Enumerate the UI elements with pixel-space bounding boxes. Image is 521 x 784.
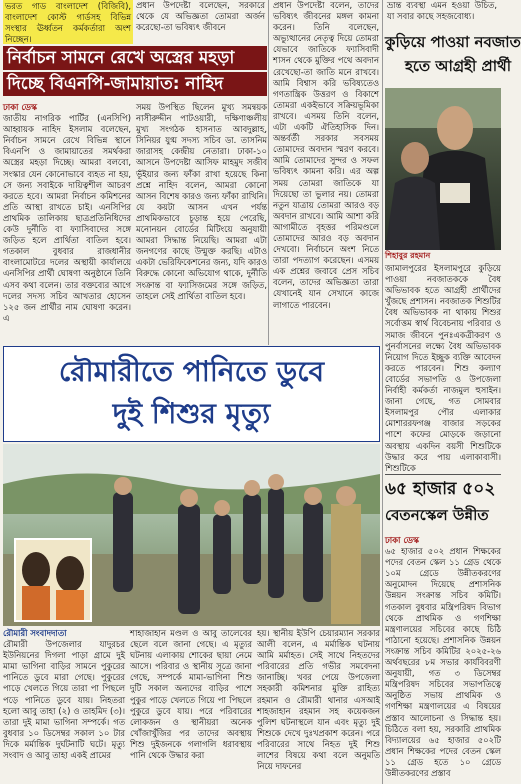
right-headline	[385, 30, 521, 84]
top-middle-snippet	[133, 0, 268, 44]
salary-headline	[385, 474, 501, 535]
salary-headline-line2: বেতনস্কেল উন্নীত	[385, 506, 489, 524]
nahid-col2-text: সময় উপস্থিত ছিলেন মুখ্য সমন্বয়ক নাসীরুদ্দীন পাটওয়ারী, দক্ষিণাঞ্চলীয় মুখ্য সংগঠক হাসনাত আবদুল্লাহ, সিনিয়র যুগ্ম সদস্য সচিব ডা. তাসনিম জারাসহ কেন্দ্রীয় নেতারা। ঢাকা-১০ আসনে উপদেষ্টা আসিফ মাহমুদ সজীব ভূঁইয়ার জন্য ফাঁকা রাখা হয়েছে কিনা প্রশ্নে নাহিদ বলেন, আমরা কোনো আসন বিশেষ কারও জন্য ফাঁকা রাখিনি। যে কয়টা আসন এখন পর্যন্ত প্রাথমিকভাবে চূড়ান্ত হয়ে পেরেছি, মনোনয়ন বোর্ডের মিটিংয়ে অনুযায়ী আমরা সিদ্ধান্ত নিয়েছি। আমরা এটা জনগণের কাছে উন্মুক্ত করছি। এটাও একটা ভেরিফিকেশনের জন্য, যদি কারও বিরুদ্ধে কোনো অভিযোগ থাকে, দুর্নীতি সংক্রান্ত বা ফ্যাসিজমের সঙ্গে জড়িত, তাহলে সেই প্রার্থিতা বাতিল হবে।	[136, 102, 267, 301]
salary-text: ৬৫ হাজার ৫০২ প্রধান শিক্ষকের পদের বেতন স্কেল ১১ গ্রেড থেকে ১০ম গ্রেডে উন্নীতকরণের অনুমোদন দিয়েছে প্রশাসনিক উন্নয়ন সংক্রান্ত সচিব কমিটি। গতকাল বুধবার মন্ত্রিপরিষদ বিভাগ থেকে প্রাথমিক ও গণশিক্ষা মন্ত্রণালয়ের সচিবের কাছে চিঠি পাঠানো হয়েছে। প্রশাসনিক উন্নয়ন সংক্রান্ত সচিব কমিটির ২০২৫-২৬ অর্থবছরের ৮ম সভার কার্যবিবরণী অনুযায়ী, গত ৩ ডিসেম্বর মন্ত্রিপরিষদ সচিবের সভাপতিত্বে অনুষ্ঠিত সভায় প্রাথমিক ও গণশিক্ষা মন্ত্রণালয়ের এ বিষয়ের প্রস্তাব আলোচনা ও সিদ্ধান্ত হয়। চিঠিতে বলা হয়, সরকারি প্রাথমিক বিদ্যালয়ের ৬৫ হাজার ৫০২টি প্রধান শিক্ষকের পদের বেতন স্কেল ১১ গ্রেড হতে ১০ গ্রেডে উন্নীতকরণের প্রস্তাব	[385, 546, 501, 778]
children-inset-illustration	[16, 540, 90, 620]
drown-article-col1	[3, 628, 125, 784]
column-divider-right	[382, 0, 383, 784]
drown-article-col2	[130, 628, 252, 784]
right-article	[385, 263, 501, 471]
top-right-column	[271, 0, 381, 345]
nahid-headline-line1: নির্বাচন সামনে রেখে অস্ত্রের মহড়া	[3, 46, 267, 70]
drown-headline-line1: রৌমারীতে পানিতে ডুবে	[58, 355, 325, 388]
drown-headline	[3, 346, 380, 442]
right-byline-text: শিহাবুর রহমান	[385, 251, 431, 260]
baby-photo	[385, 88, 501, 250]
top-middle-text: প্রধান উপদেষ্টা বলেছেন, সরকারে থেকে যে অভিজ্ঞতা তোমরা অর্জন করেছো-তা ভবিষ্যৎ জীবনে	[136, 0, 265, 33]
nahid-col1-text: জাতীয় নাগরিক পার্টির (এনসিপি) আহ্বায়ক নাহিদ ইসলাম বলেছেন, নির্বাচন সামনে রেখে বিভিন্ন স্থানে বিএনপি ও জামায়াতের সমর্থকরা অস্ত্রের মহড়া দিচ্ছে। আমরা বলবো, সংস্কার যেন কোনোভাবে ব্যহত না হয়, সে জন্য সবাইকে দায়িত্বশীল আচরণ করতে হবে। আমরা নির্বাচন কমিশনের প্রতি আস্থা রাখতে চাই। এনসিপির প্রাথমিক তালিকায় ছাত্রপ্রতিনিধিদের কেউ দুর্নীতি বা ফ্যাসিবাদের সঙ্গে জড়িত হলে প্রার্থিতা বাতিল হবে। গতকাল বুধবার রাজধানীর বাংলামোটরে দলের অস্থায়ী কার্যালয়ে এনসিপির প্রার্থী ঘোষণা অনুষ্ঠানে তিনি এসব কথা বলেন। তার বক্তব্যের আগে দলের সদস্য সচিব আখতার হোসেন ১২৫ জন প্রার্থীর নাম ঘোষণা করেন। এ	[3, 113, 131, 323]
nahid-dateline: ঢাকা ডেস্ক	[3, 102, 37, 112]
children-inset-photo	[14, 538, 92, 622]
right-headline-line1: কুড়িয়ে পাওয়া নবজাত	[385, 33, 521, 51]
drown-col1-text: রৌমারী উপজেলার যাদুরচর ইউনিয়নের দিগলা পাড়া গ্রামে দুই মামা ভাগিনা বাড়ির সামনে পুকুরের পানিতে ডুবে মারা গেছে। পুকুরের পাড়ে খেলতে গিয়ে তারা পা পিছলে পড়ে পানিতে ডুবে যায়। নিহতরা হলো আবু তাহা (২) ও তাহমিদ (৩)। তারা দুই মামা ভাগিনা সম্পর্কে। গত বুধবার ১০ ডিসেম্বর সকাল ১০ টার দিকে মর্মান্তিক দুর্ঘটনাটি ঘটে। মৃত্যু সংবাদ ও আবু তাহা একই প্রামের	[3, 639, 125, 761]
column-divider	[268, 0, 269, 345]
top-right-text: প্রধান উপদেষ্টা বলেন, তাদের ভবিষ্যৎ জীবনের মঙ্গল কামনা করেন। তিনি বলেছেন, অভ্যুত্থানের নেতৃত্ব দিয়ে তোমরা যেভাবে জাতিকে ফ্যাসিবাদী শাসন থেকে মুক্তির পথে অবদান রেখেছো-তা জাতি মনে রাখবে। আমি বিশ্বাস করি ভবিষ্যতেও গণতান্ত্রিক উত্তরণ ও বিকাশে তোমরা একইভাবে সক্রিয়ভূমিকা রাখবে। এসময় তিনি বলেন, এটা একটি ঐতিহাসিক দিন। অন্তর্বর্তী সরকার সবসময় তোমাদের অবদান স্মরণ করবে। আমি তোমাদের সুন্দর ও সফল ভবিষ্যৎ কামনা করি। এর অল্প সময় তোমরা জাতিকে যা দিয়েছো তা ভুলার নয়। তোমরা নতুন যাত্রায় তোমরা আরও বড় অবদান রাখবে। আমি আশা করি আগামীতে বৃহত্তর পরিমণ্ডলে তোমাদের আরও বড় অবদান দেখবো। নির্বাচনে অংশ নিতে তারা পদত্যাগ করেছেন। এসময় এক প্রশ্নের জবাবে প্রেস সচিব বলেন, তাদের অভিজ্ঞতা তারা যেখানেই যান সেখানে কাজে লাগাতে পারবেন।	[273, 0, 379, 310]
top-left-snippet	[3, 0, 133, 44]
corner-right-text: ভ্রান্ত ব্যবস্থা এমন হওয়া উচিত, যা সবার কাছে সহজবোধ্য।	[387, 0, 497, 22]
drown-article-col3	[257, 628, 380, 784]
baby-photo-illustration	[385, 88, 501, 250]
right-article-text: জামালপুরের ইসলামপুরে কুড়িয়ে পাওয়া নবজাতককে বৈধ অভিভাবক হতে আগ্রহী প্রার্থীদের খুঁজছে প্রশাসন। নবজাতক শিশুটির বৈধ অভিভাবক না থাকায় শিশুর সর্বোত্তম স্বার্থ বিবেচনায় পরিবার ও সমাজ জীবনে পুনঃএকত্রীকরণ ও পুনর্বাসনের লক্ষ্যে বৈধ অভিভাবক নিয়োগ দিতে ইচ্ছুক ব্যক্তি আবেদন করতে পারবেন। শিশু কল্যাণ বোর্ডের সভাপতি ও উপজেলা নির্বাহী কর্মকর্তা নাজমুল হুসাইন। জানা গেছে, গত সোমবার ইসলামপুর পৌর এলাকার মোশাররফগঞ্জ বাজার সড়কের পাশে কফের মোড়কে জড়ানো অবস্থায় একদিন বয়সী শিশুটিকে উদ্ধার করে পায় এলাকাবাসী। শিশুটিকে	[385, 263, 501, 473]
right-headline-line2: হতে আগ্রহী প্রার্থী	[405, 57, 512, 75]
nahid-headline	[3, 46, 267, 98]
corner-right-snippet	[385, 0, 499, 26]
drown-col3-text: হয়। স্থানীয় ইউপি চেয়ারম্যান সরকার আলী বলেন, এ মর্মান্তিক ঘটনায় আমি মর্মাহত। সেই সাথে নিহতদের পরিবারের প্রতি গভীর সমবেদনা জানাচ্ছি। খবর পেয়ে উপজেলা সহকারী কমিশনার মুক্তি রাহিত্য রহমান ও রৌমারী থানার এসআই শাহজাহান রহমান সহ কয়েকজন পুলিশ ঘটনাস্থলে যান এবং মৃত্যু দুই শিশুকে দেখে দুঃখপ্রকাশ করেন। পরে পরিবারের সাথে নিহত দুই শিশু লাশের বিষয়ে কথা বলে অনুমতি নিয়ে দাফনের	[257, 628, 380, 772]
salary-headline-line1: ৬৫ হাজার ৫০২	[385, 479, 496, 499]
salary-article	[385, 535, 501, 784]
nahid-headline-line2: দিচ্ছে বিএনপি-জামায়াত: নাহিদ	[3, 72, 267, 96]
drown-dateline: রৌমারী সংবাদদাতা	[3, 628, 67, 638]
salary-dateline: ঢাকা ডেস্ক	[385, 535, 419, 545]
top-left-text: ভরত গাড বাংলাদেশ (বিজিবি), বাংলাদেশ কোস্ট গার্ডসহ বিভিন্ন সংস্থার ঊর্ধ্বতন কর্মকর্তারা অংশ নিচ্ছেন।	[5, 1, 131, 45]
nahid-article-col1	[3, 102, 131, 340]
nahid-article-col2	[136, 102, 267, 340]
drown-col2-text: শাহাজাহান মণ্ডল ও আবু তালেবের ছেলে বলে জানা গেছে। এ মৃত্যুর ঘটনায় এলাকায় শোকের ছায়া নেমে আসে। পরিবার ও স্থানীয় সূত্রে জানা গেছে, সম্পর্কে মামা-ভাগিনা শিশু দুটি সকাল অন্যদের বাড়ির পাশে পুকুর পাড়ে খেলতে গিয়ে পা পিছলে পুকুরে ডুবে যায়। পরে পরিবারের লোকজন ও স্থানীয়রা অনেক খোঁজাখুঁজির পর তাদের অবস্থায় শিশু দুইজনকে গলাগলি ধরাবস্থায় পানি থেকে উদ্ধার করা	[130, 628, 252, 761]
drown-headline-line2: দুই শিশুর মৃত্যু	[112, 397, 271, 430]
right-byline	[385, 250, 501, 262]
